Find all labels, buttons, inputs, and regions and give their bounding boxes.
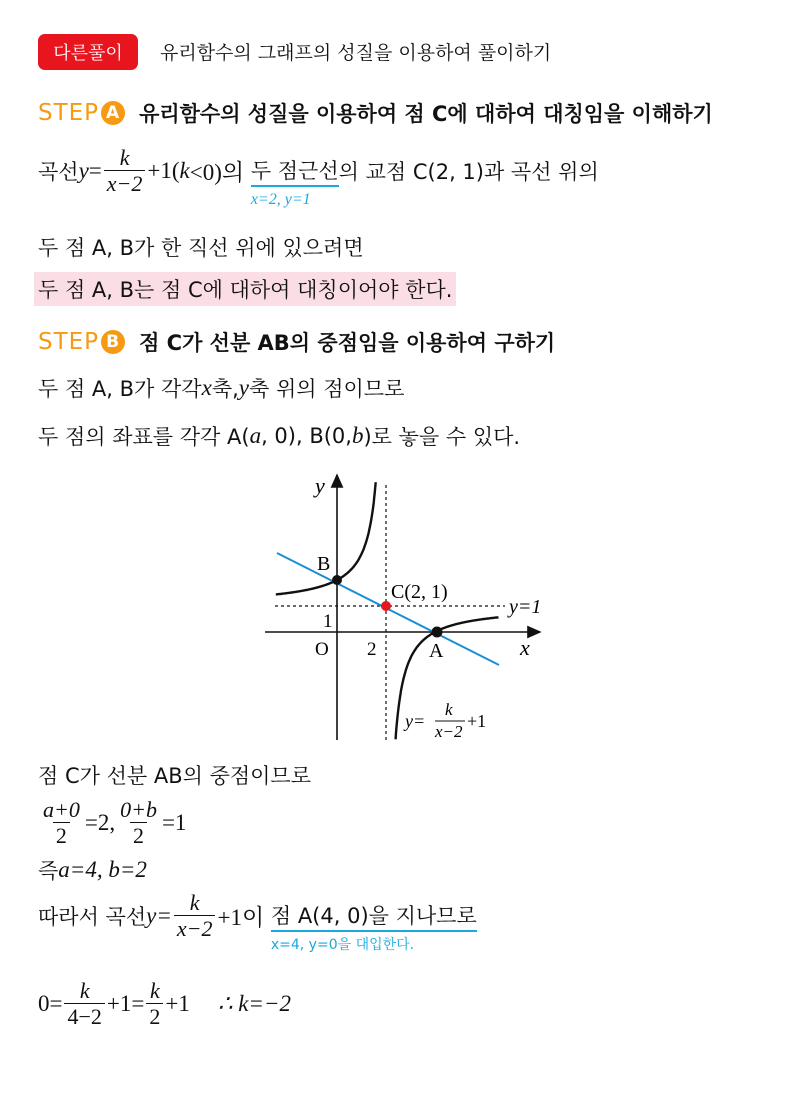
curve-label-num: k (445, 700, 453, 719)
label-c: C(2, 1) (391, 581, 448, 603)
line-b7 (38, 978, 291, 1029)
step-a-title: 유리함수의 성질을 이용하여 점 C에 대하여 대칭임을 이해하기 (139, 102, 713, 126)
label-b: B (317, 553, 331, 575)
math: <0)의 (189, 160, 245, 185)
math: +1이 (217, 905, 265, 930)
line-a1 (38, 145, 599, 208)
fraction (174, 890, 216, 941)
step-b-title: 점 C가 선분 AB의 중점임을 이용하여 구하기 (139, 331, 556, 355)
math: =1 (161, 809, 187, 835)
highlighted-conclusion: 두 점 A, B는 점 C에 대하여 대칭이어야 한다. (34, 272, 456, 306)
substitution-note: x=4, y=0을 대입한다. (270, 936, 415, 953)
step-label: STEP (38, 329, 100, 355)
denominator: 2 (146, 1003, 163, 1029)
step-b-heading (38, 327, 555, 357)
fraction (117, 797, 160, 848)
math: y (238, 375, 249, 400)
math: =2, (84, 809, 116, 835)
denominator: 2 (53, 822, 70, 848)
line-b5 (38, 855, 147, 885)
step-a-circle-icon: A (101, 101, 125, 125)
numerator: a+0 (43, 797, 80, 822)
curve-label-den: x−2 (435, 722, 463, 741)
text: 점 A(4, 0)을 지나므로 (270, 903, 477, 928)
alt-solution-title: 유리함수의 그래프의 성질을 이용하여 풀이하기 (160, 42, 552, 64)
numerator: k (149, 978, 160, 1003)
text: , 0), B(0, (261, 424, 352, 448)
step-a-heading (38, 98, 713, 128)
fraction (64, 978, 104, 1029)
math: y= (146, 902, 172, 928)
math: b (351, 423, 364, 448)
point-a (432, 627, 443, 638)
label-one: 1 (323, 611, 333, 632)
numerator: k (119, 145, 130, 170)
text: 따라서 곡선 (38, 904, 147, 929)
text: 두 점근선 (250, 158, 339, 183)
denominator: 4−2 (64, 1003, 104, 1029)
alt-solution-badge: 다른풀이 (38, 34, 138, 70)
text: 두 점 A, B가 각각 (38, 377, 202, 401)
text: 의 교점 C(2, 1)과 곡선 위의 (338, 159, 599, 184)
text: 곡선 (38, 159, 79, 184)
text: 즉 (38, 859, 59, 883)
line-b4 (38, 797, 186, 848)
curve-label-y: y= (405, 711, 426, 731)
math: = (88, 157, 102, 183)
denominator: x−2 (174, 915, 216, 941)
math: ∴ k=−2 (217, 990, 291, 1016)
y-axis-label: y (315, 473, 325, 498)
asymptote-note: x=2, y=1 (250, 190, 311, 208)
label-a: A (429, 640, 444, 662)
curve-label-tail: +1 (467, 711, 487, 731)
math: 0= (38, 990, 63, 1016)
step-label: STEP (38, 100, 100, 126)
math: y (78, 157, 89, 183)
math: +1 (165, 990, 190, 1016)
text: )로 놓을 수 있다. (363, 425, 521, 449)
underlined-point-a (270, 900, 477, 953)
point-b (332, 575, 342, 585)
numerator: 0+b (120, 797, 157, 822)
fraction (40, 797, 83, 848)
point-c (381, 601, 391, 611)
math: +1= (106, 990, 145, 1016)
denominator: 2 (130, 822, 147, 848)
math: x (201, 375, 212, 400)
numerator: k (189, 890, 200, 915)
underlined-asymptotes (250, 155, 339, 208)
line-b6 (38, 890, 477, 953)
line-a3 (38, 272, 456, 306)
fraction (104, 145, 146, 196)
asymptote-label: y=1 (509, 596, 542, 618)
numerator: k (79, 978, 90, 1003)
line-b1 (38, 373, 404, 403)
text: 축, (211, 377, 239, 401)
text: 두 점의 좌표를 각각 A( (38, 425, 250, 449)
x-axis-label: x (520, 635, 530, 660)
text: 축 위의 점이므로 (249, 377, 405, 401)
hyperbola-graph (255, 465, 575, 750)
line-b2 (38, 421, 520, 451)
label-two: 2 (367, 639, 377, 660)
line-b3: 점 C가 선분 AB의 중점이므로 (38, 764, 311, 788)
fraction (146, 978, 163, 1029)
math: a=4, b=2 (58, 857, 147, 882)
math: k (179, 157, 190, 183)
math: +1( (147, 157, 180, 183)
denominator: x−2 (104, 170, 146, 196)
line-a2: 두 점 A, B가 한 직선 위에 있으려면 (38, 236, 364, 260)
step-b-circle-icon: B (101, 330, 125, 354)
label-origin: O (315, 639, 329, 660)
math: a (249, 423, 262, 448)
